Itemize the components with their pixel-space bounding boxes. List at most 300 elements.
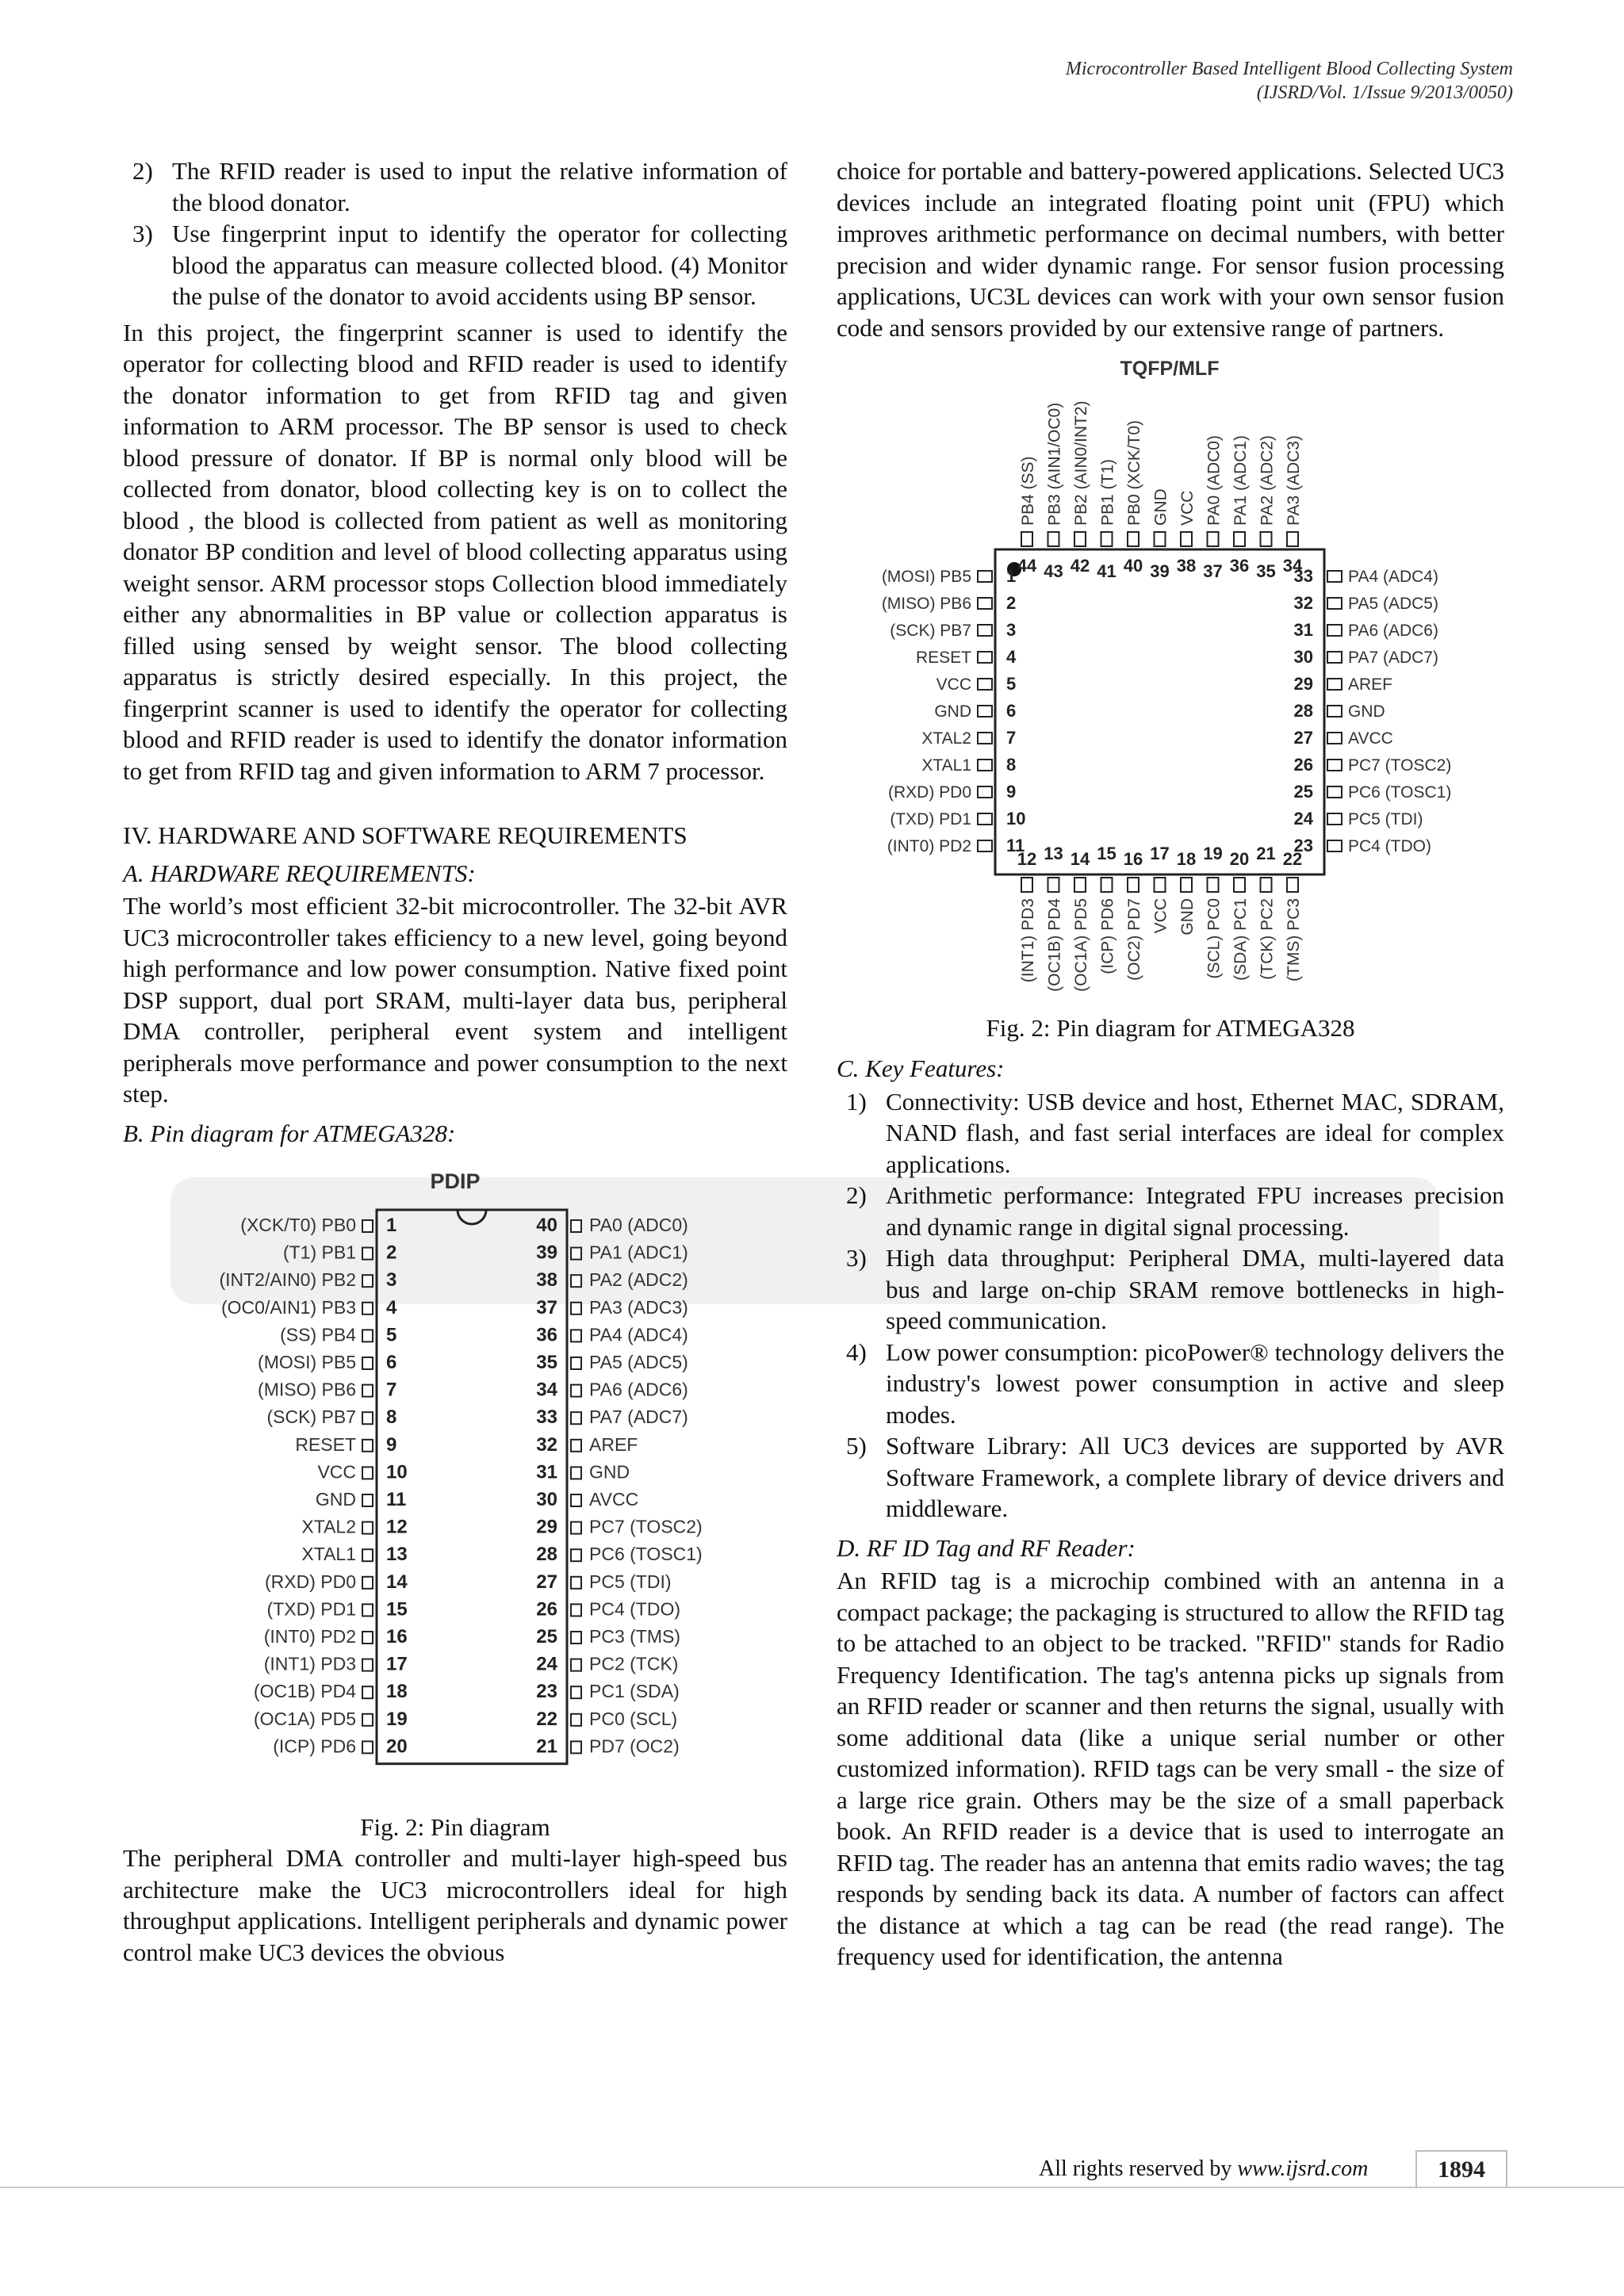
pin-label: (ICP) PD6 xyxy=(1098,898,1117,974)
body-paragraph: The peripheral DMA controller and multi-layer high-speed bus architecture make the UC3 microcontrollers ideal for high throughput applications. Intelligent peripherals and dynamic power control make UC3 devices the obvious xyxy=(123,1844,787,1966)
pin-pad xyxy=(571,1686,581,1698)
pin-label: PA0 (ADC0) xyxy=(589,1215,688,1235)
pin-pad xyxy=(1021,532,1032,546)
pin-pad xyxy=(978,598,992,609)
pin-number: 30 xyxy=(536,1489,557,1510)
pin-label: VCC xyxy=(1151,898,1170,934)
pin-pad xyxy=(1327,652,1342,663)
pin-number: 26 xyxy=(536,1598,557,1621)
pin-pad xyxy=(362,1714,373,1726)
list-text: Low power consumption: picoPower® technology delivers the industry's lowest power consumption in active and sleep modes. xyxy=(886,1337,1504,1429)
pin-number: 2 xyxy=(386,1242,397,1264)
pin-label: PA7 (ADC7) xyxy=(1348,649,1438,667)
key-features-list xyxy=(837,1086,1504,1525)
pin-pad xyxy=(978,813,992,825)
list-text: Arithmetic performance: Integrated FPU increases precision and dynamic range in digital signal processing. xyxy=(886,1181,1504,1241)
pin-number: 28 xyxy=(536,1544,557,1566)
subsection-heading-d: D. RF ID Tag and RF Reader: xyxy=(837,1533,1136,1562)
pin-label: AREF xyxy=(589,1433,638,1455)
list-number: 3) xyxy=(846,1244,867,1272)
pin-label: (INT1) PD3 xyxy=(263,1653,356,1674)
list-text: High data throughput: Peripheral DMA, multi-layered data bus and large on-chip SRAM remove bottlenecks in high-speed communication. xyxy=(886,1244,1504,1334)
pin-label: PC1 (SDA) xyxy=(589,1681,680,1702)
pin-pad xyxy=(978,706,992,717)
pin-label: PC2 (TCK) xyxy=(589,1653,679,1674)
pin-number: 22 xyxy=(536,1708,557,1730)
pin-label: (INT0) PD2 xyxy=(887,837,971,855)
pin-pad xyxy=(1074,878,1086,892)
pin-label: PC3 (TMS) xyxy=(589,1626,680,1647)
pin-number: 14 xyxy=(1070,849,1090,869)
pin-pad xyxy=(362,1357,373,1369)
pin-label: PC6 (TOSC1) xyxy=(1348,783,1452,802)
pin-number: 35 xyxy=(1256,561,1276,581)
pin-pad xyxy=(362,1549,373,1561)
pin-label: (TXD) PD1 xyxy=(890,810,971,828)
pin-label: (SDA) PC1 xyxy=(1231,898,1250,981)
list-number: 1) xyxy=(846,1087,867,1115)
pin-pad xyxy=(362,1220,373,1232)
pin-label: PB1 (T1) xyxy=(1098,458,1117,526)
pin-number: 7 xyxy=(386,1379,397,1401)
pin-number: 34 xyxy=(1282,556,1303,576)
tqfp-pin-diagram xyxy=(837,343,1504,1009)
pin-number: 1 xyxy=(1006,566,1017,586)
pin-pad xyxy=(362,1385,373,1397)
subsection-heading-c: C. Key Features: xyxy=(837,1054,1005,1082)
pin-label: (SCK) PB7 xyxy=(266,1406,356,1428)
pin-number: 30 xyxy=(1293,647,1313,667)
pin-label: (INT2/AIN0) PB2 xyxy=(219,1269,356,1291)
pin-pad xyxy=(1208,532,1219,546)
pin-label: GND xyxy=(1151,488,1170,526)
pin-label: PC4 (TDO) xyxy=(1348,837,1431,855)
pin-pad xyxy=(1287,532,1298,546)
pin-pad xyxy=(1261,532,1272,546)
right-column xyxy=(837,155,1504,1973)
pin-label: (OC1B) PD4 xyxy=(253,1681,356,1702)
running-header xyxy=(1066,57,1513,105)
pin-label: (OC1A) PD5 xyxy=(253,1708,356,1729)
pin-pad xyxy=(362,1686,373,1698)
pin-label: (OC1B) PD4 xyxy=(1045,898,1064,992)
pin-label: PB0 (XCK/T0) xyxy=(1125,419,1143,526)
rights-text: All rights reserved by xyxy=(1039,2156,1238,2181)
pin-pad xyxy=(1208,878,1219,892)
pin-pad xyxy=(571,1741,581,1753)
pin-label: VCC xyxy=(317,1461,356,1483)
pdip-pin-diagram xyxy=(123,1150,787,1808)
pin-number: 16 xyxy=(386,1626,408,1647)
pin-number: 24 xyxy=(1293,809,1313,828)
pin-label: (SCL) PC0 xyxy=(1205,898,1224,979)
pin-number: 10 xyxy=(386,1461,408,1483)
pin-label: (RXD) PD0 xyxy=(887,783,971,802)
subsection-heading-b: B. Pin diagram for ATMEGA328: xyxy=(123,1119,456,1147)
pin-label: PA1 (ADC1) xyxy=(589,1242,688,1263)
pin-number: 13 xyxy=(386,1544,408,1566)
pin-label: (TCK) PC2 xyxy=(1258,898,1277,980)
pin-number: 19 xyxy=(386,1708,408,1730)
pin-pad xyxy=(1287,878,1298,892)
pin-pad xyxy=(571,1275,581,1287)
pin-pad xyxy=(1128,532,1139,546)
body-paragraph: In this project, the fingerprint scanner is used to identify the operator for collecting blood and RFID reader is used to identify the donator information to get from RFID tag and given information to ARM processor. The BP sensor is used to check blood pressure of donator. If BP is normal only blood will be collected from donator, blood collecting key is on to collect the blood , the blood is collected from patient as well as monitoring donator BP condition and level of blood collecting apparatus using weight sensor. ARM processor stops Collection blood immediately either any abnormalities in BP value or collection apparatus is filled using sensed by weight sensor. The blood collecting apparatus is strictly desired especially. In this project, the fingerprint scanner is used to identify the operator for collecting blood and RFID reader is used to identify the donator information to get from RFID tag and given information to ARM 7 processor. xyxy=(123,318,787,785)
pin-pad xyxy=(571,1659,581,1671)
pin-pad xyxy=(1021,878,1032,892)
pin-pad xyxy=(978,679,992,690)
pin-label: (MOSI) PB5 xyxy=(881,568,971,586)
pin-number: 39 xyxy=(536,1242,557,1264)
list-item xyxy=(123,218,787,312)
pin-label: PA3 (ADC3) xyxy=(589,1296,688,1318)
pin-label: PA7 (ADC7) xyxy=(589,1406,688,1428)
pin-number: 28 xyxy=(1293,701,1313,721)
list-item xyxy=(837,1242,1504,1337)
pin-number: 29 xyxy=(1293,674,1313,694)
list-number: 2) xyxy=(132,157,153,185)
pin-pad xyxy=(978,760,992,771)
pin-pad xyxy=(1181,878,1192,892)
pin-number: 27 xyxy=(1293,728,1313,748)
figure-caption: Fig. 2: Pin diagram for ATMEGA328 xyxy=(986,1013,1355,1042)
pin-number: 31 xyxy=(1293,620,1313,640)
pin-pad xyxy=(362,1577,373,1589)
pin-label: GND xyxy=(589,1461,630,1483)
pin-number: 32 xyxy=(536,1433,557,1456)
pin-pad xyxy=(1155,878,1166,892)
pin-label: (MISO) PB6 xyxy=(881,595,971,613)
pin-pad xyxy=(1327,840,1342,851)
pin-label: PA2 (ADC2) xyxy=(589,1269,688,1291)
pin-label: (SCK) PB7 xyxy=(890,622,971,640)
pin-number: 10 xyxy=(1006,809,1026,828)
pin-label: (MISO) PB6 xyxy=(258,1379,356,1400)
pin-pad xyxy=(362,1494,373,1506)
pin-pad xyxy=(1327,786,1342,798)
pin-number: 4 xyxy=(386,1296,397,1318)
pin-number: 22 xyxy=(1282,849,1303,869)
list-item xyxy=(837,1430,1504,1525)
body-paragraph: The world’s most efficient 32-bit microcontroller. The 32-bit AVR UC3 microcontroller takes efficiency to a new level, going beyond high performance and low power consumption. Native fixed point DSP support, dual port SRAM, multi-layer data bus, peripheral DMA controller, peripheral event system and intelligent peripherals move performance and power consumption to the next step. xyxy=(123,892,787,1108)
pin-number: 20 xyxy=(386,1735,408,1758)
pin-label: PC4 (TDO) xyxy=(589,1598,680,1620)
pin-pad xyxy=(978,840,992,851)
pin-pad xyxy=(1181,532,1192,546)
pin-label: PC7 (TOSC2) xyxy=(1348,756,1452,775)
pin-pad xyxy=(362,1659,373,1671)
pin-label: PB2 (AIN0/INT2) xyxy=(1072,400,1090,526)
pin-label: PC5 (TDI) xyxy=(1348,810,1423,828)
tqfp-title: TQFP/MLF xyxy=(1120,358,1220,380)
pin-pad xyxy=(571,1357,581,1369)
pin-label: (OC2) PD7 xyxy=(1125,898,1143,981)
pin-pad xyxy=(1234,878,1245,892)
left-column xyxy=(123,155,787,1968)
list-text: The RFID reader is used to input the relative information of the blood donator. xyxy=(172,157,787,216)
pin-label: PA4 (ADC4) xyxy=(589,1324,688,1345)
pin-pad xyxy=(362,1440,373,1452)
chip-notch xyxy=(458,1210,486,1224)
pin-number: 17 xyxy=(386,1653,408,1675)
pin-label: (INT0) PD2 xyxy=(263,1626,356,1647)
pin-label: PA6 (ADC6) xyxy=(589,1379,688,1400)
pin-pad xyxy=(362,1248,373,1260)
pin-number: 34 xyxy=(536,1379,557,1401)
page-footer xyxy=(0,2153,1624,2191)
pin-label: (OC0/AIN1) PB3 xyxy=(221,1296,356,1318)
pin-label: (TMS) PC3 xyxy=(1285,898,1303,982)
footer-rights xyxy=(1039,2156,1368,2182)
pin-number: 38 xyxy=(536,1269,557,1292)
pin-label: PA0 (ADC0) xyxy=(1205,435,1224,526)
pin-pad xyxy=(571,1549,581,1561)
pin-label: XTAL2 xyxy=(301,1516,356,1537)
pin-label: PA5 (ADC5) xyxy=(1348,595,1438,613)
list-item xyxy=(123,155,787,218)
pin-pad xyxy=(978,652,992,663)
pin-number: 12 xyxy=(1017,849,1037,869)
pin-number: 8 xyxy=(386,1406,397,1429)
pin-pad xyxy=(978,733,992,744)
pin-label: PC0 (SCL) xyxy=(589,1708,678,1729)
pin-pad xyxy=(571,1385,581,1397)
pin-number: 25 xyxy=(1293,782,1313,802)
pin-pad xyxy=(571,1604,581,1616)
list-number: 4) xyxy=(846,1337,867,1366)
pin-label: PC5 (TDI) xyxy=(589,1571,672,1592)
pin-label: PA1 (ADC1) xyxy=(1231,435,1250,526)
pin-pad xyxy=(571,1220,581,1232)
pin-number: 9 xyxy=(386,1433,397,1456)
pin-number: 2 xyxy=(1006,593,1017,613)
pin-number: 38 xyxy=(1176,556,1197,576)
pin-number: 14 xyxy=(386,1571,408,1593)
pin-pad xyxy=(1234,532,1245,546)
pin-pad xyxy=(1074,532,1086,546)
pin-pad xyxy=(571,1632,581,1644)
pin-number: 1 xyxy=(386,1215,397,1236)
list-item xyxy=(837,1337,1504,1431)
pin-pad xyxy=(571,1467,581,1479)
pin-number: 23 xyxy=(536,1681,557,1703)
pin-pad xyxy=(362,1303,373,1314)
subsection-heading-a: A. HARDWARE REQUIREMENTS: xyxy=(123,859,476,887)
pin-number: 9 xyxy=(1006,782,1017,802)
pin-number: 39 xyxy=(1150,561,1170,581)
pin-number: 6 xyxy=(386,1352,397,1373)
body-paragraph: An RFID tag is a microchip combined with an antenna in a compact package; the packaging is structured to allow the RFID tag to be attached to an object to be tracked. "RFID" stands for Radio Frequency Identification. The tag's antenna picks up signals from an RFID reader or scanner and then returns the signal, usually with some additional data (like a unique serial number or other customized information). RFID tags can be very small - the size of a large rice grain. Others may be the size of a small paperback book. An RFID reader is a device that is used to interrogate an RFID tag. The reader has an antenna that emits radio waves; the tag responds by sending back its data. A number of factors can affect the distance at which a tag can be read (the read range). The frequency used for identification, the antenna xyxy=(837,1567,1504,1970)
pin-number: 15 xyxy=(1097,844,1116,863)
pin-number: 3 xyxy=(1006,620,1017,640)
pin-pad xyxy=(1155,532,1166,546)
pin-number: 15 xyxy=(386,1598,408,1621)
pin-label: (ICP) PD6 xyxy=(273,1735,356,1757)
pin-number: 37 xyxy=(536,1296,557,1318)
pin-number: 41 xyxy=(1097,561,1116,581)
pin-pad xyxy=(571,1440,581,1452)
pin-label: PB3 (AIN1/OC0) xyxy=(1045,402,1064,526)
pin-number: 20 xyxy=(1229,849,1250,869)
pin-number: 26 xyxy=(1293,755,1313,775)
pin-label: (OC1A) PD5 xyxy=(1072,898,1090,992)
header-title: Microcontroller Based Intelligent Blood Collecting System xyxy=(1065,59,1513,79)
pin-label: XTAL1 xyxy=(921,756,971,775)
pin-label: (INT1) PD3 xyxy=(1019,898,1037,983)
pin-label: GND xyxy=(315,1489,356,1510)
pin-label: VCC xyxy=(1178,490,1197,526)
pin-number: 35 xyxy=(536,1352,557,1373)
list-item xyxy=(837,1086,1504,1181)
pin-label: AREF xyxy=(1348,675,1393,694)
pin-label: PA6 (ADC6) xyxy=(1348,622,1438,640)
pin-number: 31 xyxy=(536,1461,557,1483)
pin-number: 36 xyxy=(1229,556,1250,576)
pin-pad xyxy=(1327,760,1342,771)
list-text: Use fingerprint input to identify the operator for collecting blood the apparatus can measure collected blood. (4) Monitor the pulse of the donator to avoid accidents using BP sensor. xyxy=(172,220,787,310)
pin-pad xyxy=(978,625,992,636)
pin-label: RESET xyxy=(915,649,971,667)
pin-number: 12 xyxy=(386,1516,408,1538)
pin-label: PC6 (TOSC1) xyxy=(589,1544,703,1565)
pin-number: 19 xyxy=(1203,844,1223,863)
pin-pad xyxy=(571,1714,581,1726)
pin-pad xyxy=(1261,878,1272,892)
pin-pad xyxy=(571,1303,581,1314)
pin-number: 40 xyxy=(1123,556,1143,576)
pin-number: 32 xyxy=(1293,593,1313,613)
pin-label: (T1) PB1 xyxy=(282,1242,356,1263)
pin-pad xyxy=(1327,598,1342,609)
pin-pad xyxy=(362,1604,373,1616)
chip-body xyxy=(995,549,1324,874)
pin-pad xyxy=(362,1330,373,1341)
list-number: 3) xyxy=(132,220,153,247)
pin-pad xyxy=(1048,532,1059,546)
section-heading: IV. HARDWARE AND SOFTWARE REQUIREMENTS xyxy=(123,821,688,849)
list-item xyxy=(837,1180,1504,1242)
pin-number: 13 xyxy=(1044,844,1063,863)
footer-rule xyxy=(0,2187,1624,2188)
pin-number: 23 xyxy=(1293,836,1313,855)
pin-number: 44 xyxy=(1017,556,1037,576)
pdip-title: PDIP xyxy=(430,1169,481,1193)
pin-label: XTAL1 xyxy=(301,1544,356,1565)
pin-pad xyxy=(1128,878,1139,892)
page-number: 1894 xyxy=(1415,2150,1507,2188)
pin-number: 17 xyxy=(1150,844,1170,863)
pin-label: (TXD) PD1 xyxy=(266,1598,356,1620)
pin-number: 24 xyxy=(536,1653,557,1675)
pin-number: 8 xyxy=(1006,755,1017,775)
pin-pad xyxy=(362,1275,373,1287)
pin-number: 42 xyxy=(1070,556,1090,576)
pin-label: PC7 (TOSC2) xyxy=(589,1516,703,1537)
pin-label: (RXD) PD0 xyxy=(264,1571,356,1592)
pin-number: 4 xyxy=(1006,647,1017,667)
pin-pad xyxy=(362,1522,373,1534)
pin-pad xyxy=(1101,878,1113,892)
pin-number: 21 xyxy=(536,1735,557,1758)
list-number: 2) xyxy=(846,1181,867,1209)
pin-label: (XCK/T0) PB0 xyxy=(240,1215,356,1235)
pin-number: 33 xyxy=(1293,566,1313,586)
requirement-list xyxy=(123,155,787,312)
pin-number: 3 xyxy=(386,1269,397,1292)
pin-label: (SS) PB4 xyxy=(280,1324,356,1345)
pin-pad xyxy=(571,1412,581,1424)
pin-number: 11 xyxy=(1006,836,1025,855)
pin-pad xyxy=(571,1248,581,1260)
pin-label: PB4 (SS) xyxy=(1019,456,1037,526)
body-paragraph: choice for portable and battery-powered applications. Selected UC3 devices include an integrated floating point unit (FPU) which improves arithmetic performance on decimal numbers, with better precision and wider dynamic range. For sensor fusion processing applications, UC3L devices can work with your own sensor fusion code and sensors provided by our extensive range of partners. xyxy=(837,157,1504,342)
pin-label: PA5 (ADC5) xyxy=(589,1352,688,1372)
pin-label: GND xyxy=(934,702,971,721)
pin-pad xyxy=(1327,733,1342,744)
pin-label: RESET xyxy=(295,1433,356,1455)
figure-caption: Fig. 2: Pin diagram xyxy=(360,1812,550,1841)
pin-pad xyxy=(1048,878,1059,892)
pin-number: 18 xyxy=(386,1681,408,1703)
pin-pad xyxy=(571,1522,581,1534)
pin-label: PD7 (OC2) xyxy=(589,1735,680,1757)
pin-number: 29 xyxy=(536,1516,557,1538)
pin-number: 36 xyxy=(536,1324,557,1346)
list-text: Connectivity: USB device and host, Ethernet MAC, SDRAM, NAND flash, and fast serial interfaces are ideal for complex applications. xyxy=(886,1087,1504,1178)
pin-number: 43 xyxy=(1044,561,1063,581)
pin-pad xyxy=(571,1577,581,1589)
pin-label: GND xyxy=(1178,898,1197,936)
pin-number: 11 xyxy=(386,1489,407,1510)
pin-number: 16 xyxy=(1123,849,1143,869)
pin-label: PA4 (ADC4) xyxy=(1348,568,1438,586)
pin-pad xyxy=(1327,571,1342,582)
pin-pad xyxy=(1327,625,1342,636)
pin-number: 25 xyxy=(536,1626,557,1647)
pin-pad xyxy=(1101,532,1113,546)
pin-number: 27 xyxy=(536,1571,557,1593)
pin-label: PA3 (ADC3) xyxy=(1285,435,1303,526)
pin-pad xyxy=(362,1467,373,1479)
pin-pad xyxy=(362,1412,373,1424)
pin-pad xyxy=(1327,679,1342,690)
header-citation: (IJSRD/Vol. 1/Issue 9/2013/0050) xyxy=(1256,82,1513,103)
pin-pad xyxy=(978,571,992,582)
pin-pad xyxy=(571,1494,581,1506)
pin-label: AVCC xyxy=(589,1489,639,1510)
pin-pad xyxy=(571,1330,581,1341)
pin-number: 21 xyxy=(1256,844,1276,863)
pin-label: AVCC xyxy=(1348,729,1393,748)
pin-number: 6 xyxy=(1006,701,1017,721)
pin-number: 33 xyxy=(536,1406,557,1429)
pin-number: 7 xyxy=(1006,728,1017,748)
pin-pad xyxy=(362,1632,373,1644)
pin-label: VCC xyxy=(936,675,971,694)
site-link[interactable]: www.ijsrd.com xyxy=(1237,2156,1369,2181)
pin-pad xyxy=(1327,706,1342,717)
pin-number: 40 xyxy=(536,1215,557,1236)
list-number: 5) xyxy=(846,1432,867,1460)
pin-pad xyxy=(362,1741,373,1753)
pin-label: (MOSI) PB5 xyxy=(258,1352,356,1372)
pin-number: 37 xyxy=(1203,561,1223,581)
pin-pad xyxy=(978,786,992,798)
pin-label: XTAL2 xyxy=(921,729,971,748)
pin-label: GND xyxy=(1348,702,1385,721)
pin-number: 18 xyxy=(1176,849,1197,869)
pin-number: 5 xyxy=(386,1324,397,1346)
